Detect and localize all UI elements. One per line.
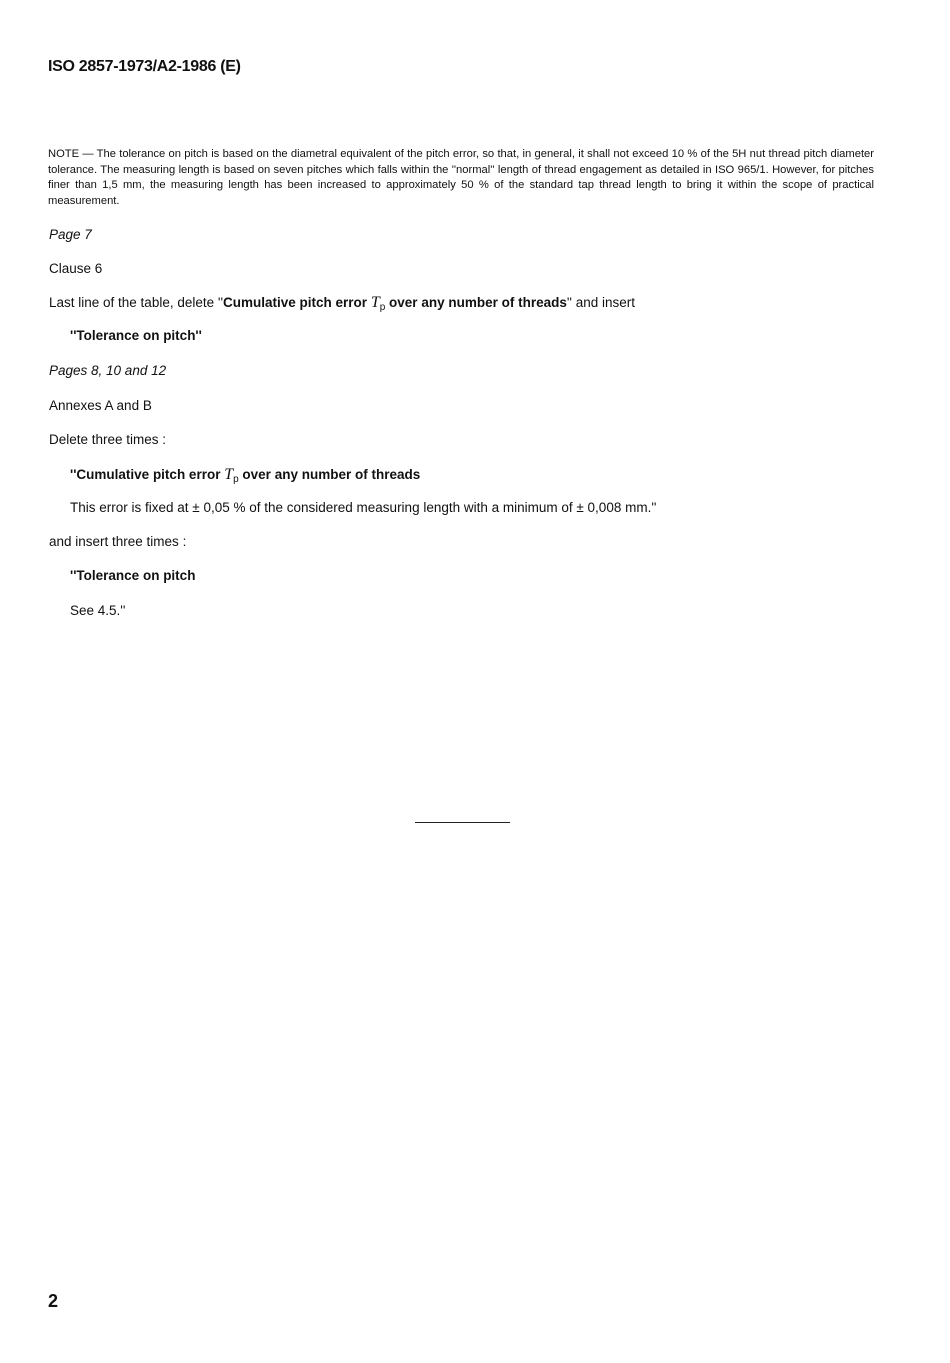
deleted-heading-part1: ''Cumulative pitch error	[70, 467, 225, 482]
inserted-heading: ''Tolerance on pitch	[70, 568, 196, 583]
table-edit-instruction	[49, 294, 635, 313]
clause-reference: Clause 6	[49, 261, 103, 276]
variable-subscript: p	[379, 302, 386, 313]
deleted-text-part2: over any number of threads	[385, 295, 567, 310]
instruction-prefix: Last line of the table, delete ''	[49, 295, 224, 310]
page-reference-7: Page 7	[49, 227, 92, 242]
deleted-heading	[70, 466, 420, 485]
insert-instruction: and insert three times :	[49, 534, 187, 549]
inserted-text-tolerance: ''Tolerance on pitch''	[70, 328, 202, 343]
variable-T: T	[370, 294, 380, 311]
deleted-heading-part2: over any number of threads	[238, 467, 421, 482]
page-number: 2	[48, 1291, 59, 1311]
deleted-body: This error is fixed at ± 0,05 % of the considered measuring length with a minimum of ± 0,008 mm.''	[70, 500, 657, 515]
delete-instruction: Delete three times :	[49, 432, 167, 447]
end-rule	[415, 822, 510, 823]
note-paragraph: NOTE — The tolerance on pitch is based on the diametral equivalent of the pitch error, so that, in general, it shall not exceed 10 % of the 5H nut thread pitch diameter tolerance. The measuring length is based on seven pitches which falls within the ''normal'' length of thread engagement as detailed in ISO 965/1. However, for pitches finer than 1,5 mm, the measuring length has been increased to approximately 50 % of the standard tap thread length to bring it within the scope of practical measurement.	[48, 148, 874, 207]
deleted-text-part1: Cumulative pitch error	[223, 295, 371, 310]
variable-subscript-2: p	[233, 474, 239, 485]
document-header: ISO 2857-1973/A2-1986 (E)	[48, 58, 241, 75]
inserted-body: See 4.5.''	[70, 603, 126, 618]
page-reference-8-10-12: Pages 8, 10 and 12	[49, 363, 167, 378]
annex-reference: Annexes A and B	[49, 398, 152, 413]
variable-T-2: T	[224, 466, 234, 483]
instruction-suffix: '' and insert	[566, 295, 636, 310]
